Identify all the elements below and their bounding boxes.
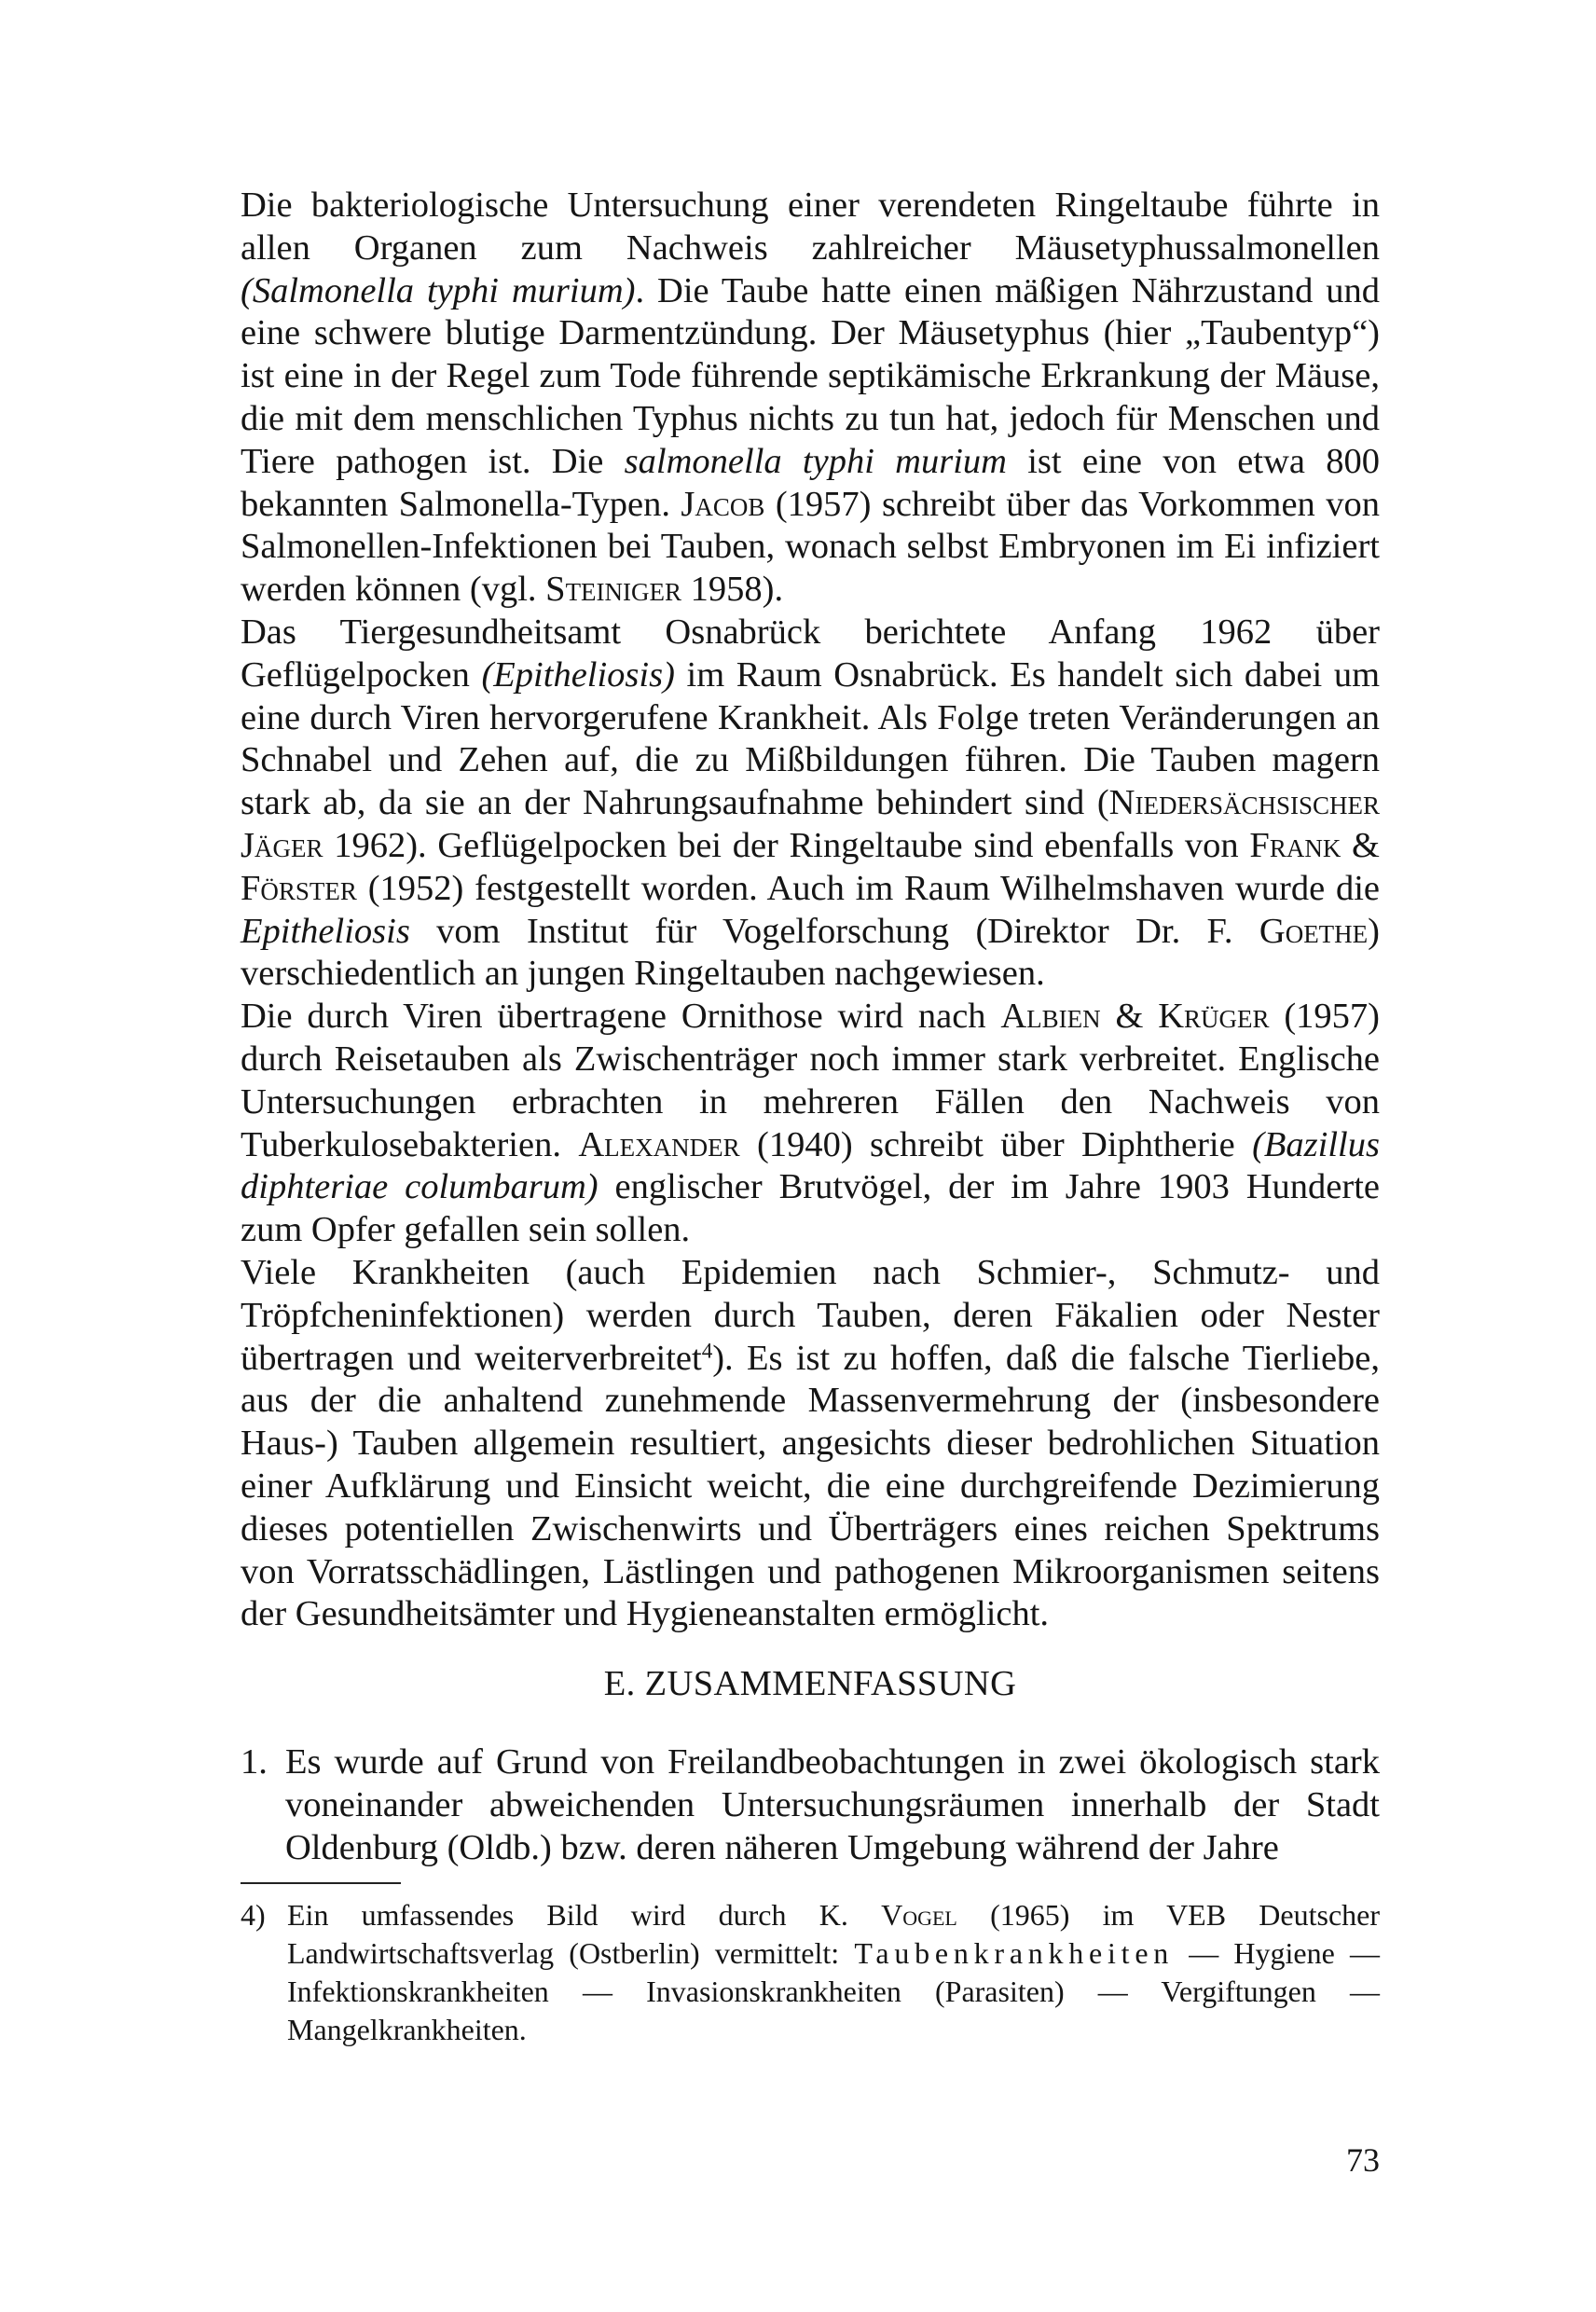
- text-run: (1940) schreibt über Diphtherie: [739, 1124, 1253, 1164]
- author-name: Förster: [241, 868, 357, 908]
- text-run: (1957) durch Reisetauben als Zwischenträger noch immer stark verbreitet. Englische Untersuchungen erbrachten in mehreren Fällen den Nachweis von Tuberkulosebakterien.: [241, 997, 1380, 1164]
- text-run: Die durch Viren übertragene Ornithose wird nach: [241, 997, 1001, 1037]
- text-run: Viele Krankheiten (auch Epidemien nach Schmier-, Schmutz- und Tröpfcheninfektionen) werden durch Tauben, deren Fäkalien oder Nester übertragen und weiterverbreitet: [241, 1252, 1380, 1378]
- text-run: Die bakteriologische Untersuchung einer verendeten Ringeltaube führte in allen Organen zum Nachweis zahlreicher Mäusetyphussalmonellen: [241, 186, 1380, 268]
- text-run: (1952) festgestellt worden. Auch im Raum Wilhelmshaven wurde die: [356, 868, 1380, 908]
- footnote-reference: 4: [701, 1337, 713, 1362]
- author-name: Frank: [1249, 825, 1341, 865]
- italic-term: (Salmonella typhi murium): [241, 270, 636, 310]
- paragraph: [241, 1252, 1380, 1636]
- text-run: 1962). Geflügelpocken bei der Ringeltaube sind ebenfalls von: [323, 825, 1250, 865]
- text-run: — Hygiene — Infektionskrankheiten — Invasionskrankheiten (Parasiten) — Vergiftungen — Mangelkrankheiten.: [287, 1936, 1381, 2046]
- text-run: Das Tiergesundheitsamt Osnabrück berichtete Anfang 1962 über Geflügelpocken: [241, 612, 1380, 695]
- summary-item: [241, 1741, 1380, 1869]
- author-name: Jacob: [681, 484, 765, 524]
- italic-term: Epitheliosis: [241, 911, 410, 951]
- text-run: englischer Brutvögel, der im Jahre 1903 Hunderte zum Opfer gefallen sein sollen.: [241, 1167, 1380, 1250]
- text-run: Ein umfassendes Bild wird durch K.: [287, 1898, 882, 1932]
- text-run: . Die Taube hatte einen mäßigen Nährzustand und eine schwere blutige Darmentzündung. Der Mäusetyphus (hier „Taubentyp“) ist eine in der Regel zum Tode führende septikämische Erkrankung der Mäuse, die mit dem menschlichen Typhus nichts zu tun hat, jedoch für Menschen und Tiere pathogen ist. Die: [241, 270, 1381, 481]
- page-number: 73: [1346, 2141, 1380, 2179]
- text-run: 1958).: [681, 570, 784, 610]
- text-run: ) verschiedentlich an jungen Ringeltauben nachgewiesen.: [241, 911, 1380, 994]
- author-name: Krüger: [1158, 997, 1270, 1037]
- footnote-rule: [241, 1882, 401, 1884]
- text-run: &: [1100, 997, 1159, 1037]
- paragraph: [241, 996, 1380, 1252]
- section-heading: E. ZUSAMMENFASSUNG: [603, 1664, 1017, 1703]
- author-name: Alexander: [578, 1124, 740, 1164]
- text-run: ist eine von etwa 800 bekannten Salmonella-Typen.: [241, 441, 1380, 524]
- text-run: (1957) schreibt über das Vorkommen von Salmonellen-Infektionen bei Tauben, wonach selbst Embryonen im Ei infiziert werden können (vgl.: [241, 484, 1380, 610]
- text-run: vom Institut für Vogelforschung (Direktor Dr. F.: [409, 911, 1259, 951]
- author-name: Vogel: [881, 1898, 957, 1932]
- paragraph: [241, 185, 1380, 612]
- spaced-title: Taubenkrankheiten: [854, 1936, 1175, 1970]
- summary-item-number: 1.: [241, 1742, 268, 1782]
- summary-item-text: Es wurde auf Grund von Freilandbeobachtungen in zwei ökologisch stark voneinander abweichenden Untersuchungsräumen innerhalb der Stadt Oldenburg (Oldb.) bzw. deren näheren Umgebung während der Jahre: [285, 1742, 1380, 1867]
- text-run: (1965) im VEB Deutscher Landwirtschaftsverlag (Ostberlin) vermittelt:: [287, 1898, 1381, 1970]
- italic-term: (Epitheliosis): [481, 654, 675, 695]
- author-name: Niedersächsischer Jäger: [241, 783, 1380, 865]
- footnote-text: [287, 1898, 1380, 2046]
- italic-term: salmonella typhi murium: [624, 441, 1007, 481]
- author-name: Goethe: [1259, 911, 1369, 951]
- footnote-mark: 4): [241, 1898, 266, 1932]
- text-run: ). Es ist zu hoffen, daß die falsche Tierliebe, aus der die anhaltend zunehmende Massenvermehrung der (insbesondere Haus-) Tauben allgemein resultiert, angesichts dieser bedrohlichen Situation einer Aufklärung und Einsicht weicht, die eine durchgreifende Dezimierung dieses potentiellen Zwischenwirts und Überträgers eines reichen Spektrums von Vorratsschädlingen, Lästlingen und pathogenen Mikroorganismen seitens der Gesundheitsämter und Hygieneanstalten ermöglicht.: [241, 1338, 1380, 1634]
- paragraph: [241, 612, 1380, 996]
- italic-term: (Bazillus diphteriae columbarum): [241, 1124, 1380, 1207]
- text-run: &: [1341, 825, 1380, 865]
- author-name: Steiniger: [545, 570, 682, 610]
- body-text: [241, 185, 1380, 1636]
- footnote: [241, 1896, 1380, 2049]
- text-run: im Raum Osnabrück. Es handelt sich dabei um eine durch Viren hervorgerufene Krankheit. Als Folge treten Veränderungen an Schnabel und Zehen auf, die zu Mißbildungen führen. Die Tauben magern stark ab, da sie an der Nahrungsaufnahme behindert sind (: [241, 654, 1381, 823]
- author-name: Albien: [1000, 997, 1101, 1037]
